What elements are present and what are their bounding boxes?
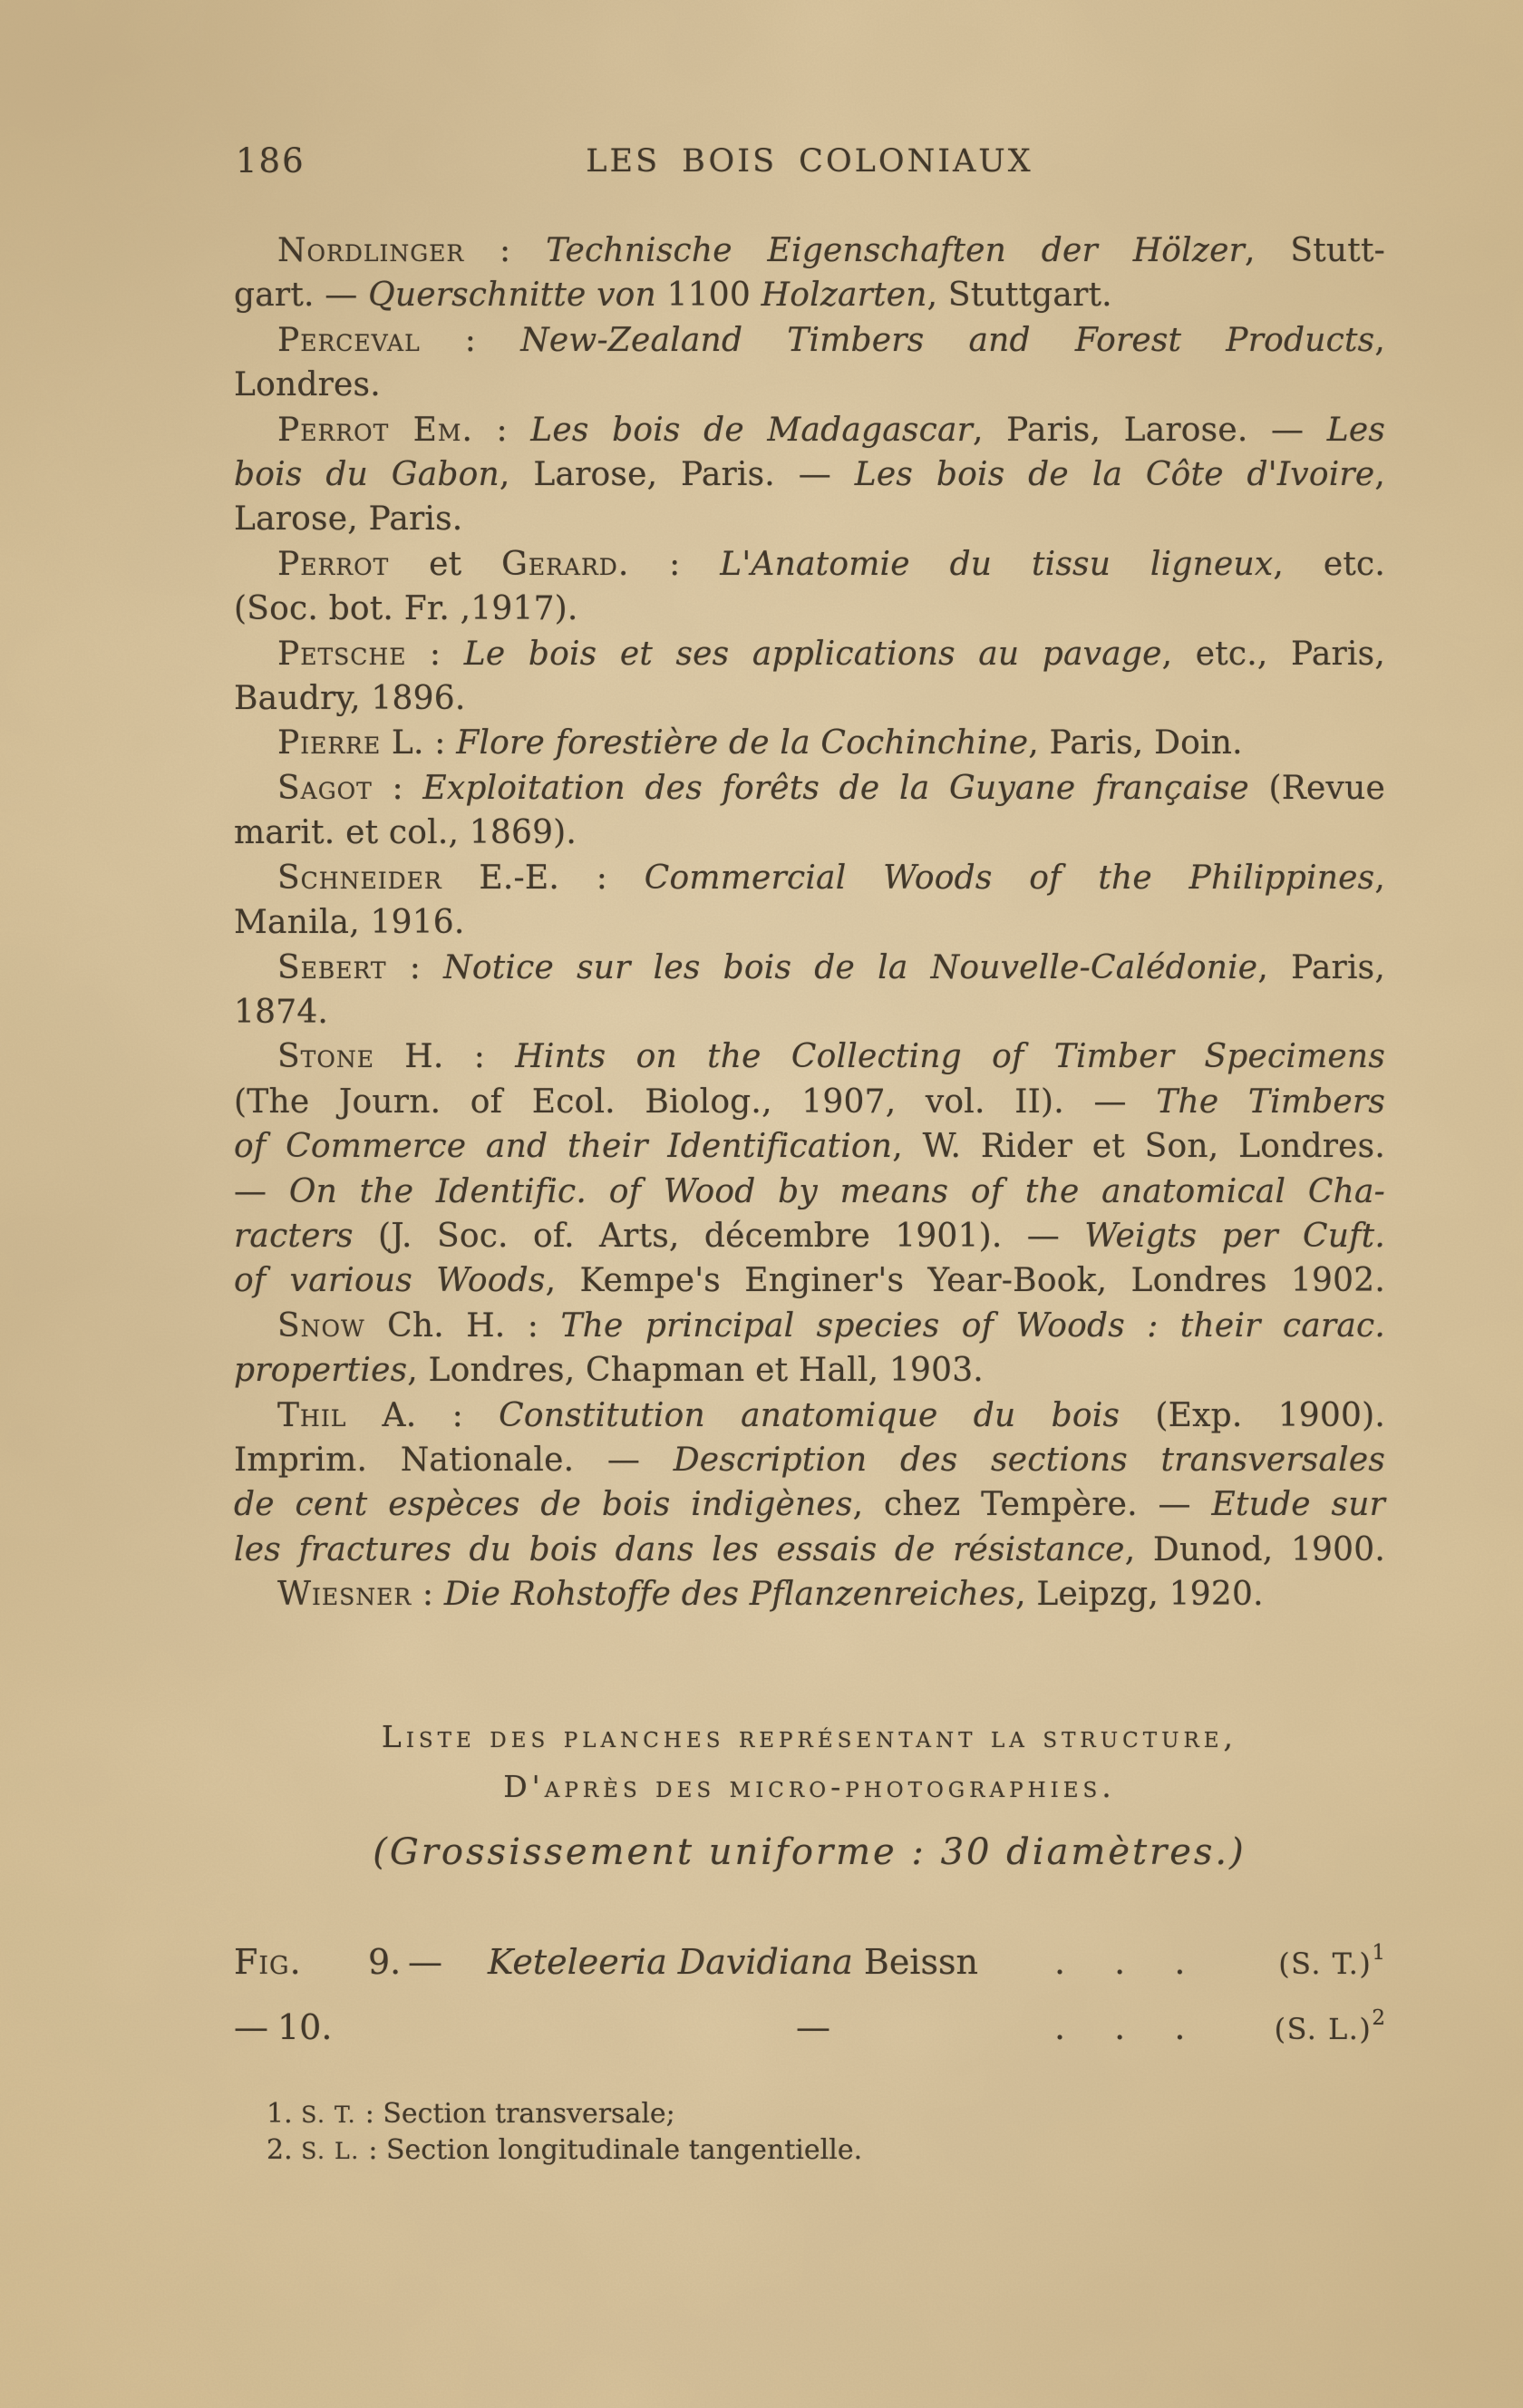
page-header xyxy=(234,141,1385,190)
bibliography-line xyxy=(234,228,1385,273)
text-segment: et xyxy=(389,545,502,583)
text-segment: Manila, 1916. xyxy=(234,904,465,942)
text-segment: Constitution anatomique du bois xyxy=(499,1396,1120,1434)
bibliography-line xyxy=(234,408,1385,452)
footnote-line xyxy=(267,2096,1373,2132)
figure-number: 10. xyxy=(277,2007,333,2047)
bibliography-line xyxy=(234,1482,1385,1527)
text-segment: Die Rohstoffe des Pflanzenreiches xyxy=(443,1576,1016,1614)
text-segment: , Dunod, 1900. xyxy=(1124,1530,1385,1568)
footnotes xyxy=(267,2096,1373,2169)
bibliography-line xyxy=(234,990,1385,1034)
text-segment: : xyxy=(472,411,531,449)
text-segment: Larose, Paris. xyxy=(234,500,463,539)
text-segment: Londres. xyxy=(234,366,381,404)
figure-number: 9. xyxy=(368,1942,402,1982)
text-segment: On the Identific. of Wood by means of the anatomical Cha- xyxy=(288,1172,1386,1210)
bibliography-line xyxy=(234,587,1385,631)
text-segment: bois du Gabon xyxy=(234,456,500,494)
figure-list xyxy=(234,1942,1385,2073)
text-segment: Holzarten xyxy=(761,277,927,315)
text-segment: Pierre xyxy=(277,724,382,762)
footnote-reference-superscript: 1 xyxy=(1372,1941,1385,1965)
text-segment: , xyxy=(1374,321,1385,359)
text-segment: Description des sections transversales xyxy=(673,1441,1385,1479)
section-abbreviation: (S. L.) xyxy=(1274,2012,1373,2046)
text-segment: (Exp. 1900). xyxy=(1120,1396,1386,1434)
bibliography-line xyxy=(234,1170,1385,1214)
bibliography-line xyxy=(234,811,1385,855)
text-segment: : xyxy=(420,321,521,359)
species-name: Keteleeria Davidiana xyxy=(488,1942,853,1982)
figure-row xyxy=(234,1942,1385,2007)
dot-leaders: . . . xyxy=(1054,1942,1186,1982)
text-segment: S. T. xyxy=(301,2102,357,2128)
plates-heading-line2: D'après des micro-photographies. xyxy=(503,1769,1116,1804)
text-segment: Wiesner xyxy=(277,1576,412,1614)
text-segment: The Timbers xyxy=(1156,1083,1386,1121)
bibliography-line xyxy=(234,452,1385,497)
bibliography-line xyxy=(234,363,1385,407)
bibliography-line xyxy=(234,1034,1385,1079)
section-abbreviation: (S. T.) xyxy=(1278,1947,1373,1981)
text-segment: : xyxy=(464,232,547,269)
footnote-line xyxy=(267,2132,1373,2169)
text-segment: Technische Eigenschaften der Hölzer xyxy=(546,232,1245,269)
text-segment: 1100 xyxy=(666,277,762,315)
footnote-reference-superscript: 2 xyxy=(1372,2006,1385,2030)
text-segment: 1874. xyxy=(234,993,329,1031)
magnification-note: (Grossissement uniforme : 30 diamètres.) xyxy=(373,1831,1247,1873)
text-segment: (The Journ. of Ecol. Biolog., 1907, vol. II). — xyxy=(234,1083,1157,1121)
text-segment: , Paris, xyxy=(1257,948,1385,986)
species-author: Beissn xyxy=(852,1942,978,1982)
text-segment: Gerard. xyxy=(501,545,630,583)
bibliography-line xyxy=(234,1258,1385,1303)
text-segment: Weigts per Cuft. xyxy=(1084,1217,1385,1255)
text-segment: E.-E. : xyxy=(441,859,645,897)
text-segment: (Soc. bot. Fr. ,1917). xyxy=(234,590,578,628)
bibliography-line xyxy=(234,1214,1385,1258)
text-segment: Baudry, 1896. xyxy=(234,680,466,718)
text-segment: , etc., Paris, xyxy=(1161,635,1385,673)
text-segment: : xyxy=(629,545,721,583)
text-segment: 1. xyxy=(267,2098,302,2130)
text-segment: : xyxy=(406,635,464,673)
bibliography-line xyxy=(234,721,1385,765)
figure-species-title xyxy=(488,1942,978,1982)
text-segment: Flore forestière de la Cochinchine xyxy=(456,724,1029,762)
text-segment: H. : xyxy=(373,1038,516,1076)
bibliography-line xyxy=(234,1124,1385,1169)
bibliography-line xyxy=(234,273,1385,317)
text-segment: , Paris, Larose. — xyxy=(973,411,1327,449)
text-segment: Exploitation des forêts de la Guyane française xyxy=(422,769,1249,807)
bibliography-line xyxy=(234,766,1385,811)
bibliography-line xyxy=(234,1080,1385,1124)
text-segment: les fractures du bois dans les essais de résistance xyxy=(234,1530,1125,1568)
figure-ditto-dash: — xyxy=(234,2007,268,2047)
text-segment: Les xyxy=(1326,411,1386,449)
text-segment: New-Zealand Timbers and Forest Products xyxy=(520,321,1375,359)
text-segment: Hints on the Collecting of Timber Specimens xyxy=(515,1038,1385,1076)
figure-row xyxy=(234,2007,1385,2073)
bibliography-line xyxy=(234,1528,1385,1572)
bibliography-line xyxy=(234,1304,1385,1348)
text-segment: Nordlinger xyxy=(277,232,465,269)
plates-heading-line1: Liste des planches représentant la structure, xyxy=(381,1719,1238,1754)
text-segment: racters xyxy=(234,1217,354,1255)
text-segment: Stone xyxy=(277,1038,374,1076)
running-title: LES BOIS COLONIAUX xyxy=(586,143,1033,180)
bibliography-line xyxy=(234,632,1385,676)
text-segment: properties xyxy=(234,1352,408,1390)
text-segment: : xyxy=(412,1576,444,1614)
text-segment: Schneider xyxy=(277,859,442,897)
text-segment: , etc. xyxy=(1273,545,1385,583)
text-segment: Notice sur les bois de la Nouvelle-Calédonie xyxy=(443,948,1258,986)
text-segment: , Leipzg, 1920. xyxy=(1015,1576,1264,1614)
dot-leaders: . . . xyxy=(1054,2007,1186,2047)
text-segment: Thil xyxy=(277,1396,347,1434)
text-segment: Ch. H. : xyxy=(364,1306,561,1345)
text-segment: , Paris, Doin. xyxy=(1028,724,1243,762)
text-segment: — xyxy=(234,1172,289,1210)
bibliography-line xyxy=(234,676,1385,721)
em-dash: — xyxy=(408,1942,442,1982)
text-segment: Perrot Em. xyxy=(277,411,473,449)
bibliography-line xyxy=(234,1393,1385,1438)
bibliography-line xyxy=(234,497,1385,541)
figure-section-ref xyxy=(1278,1942,1385,1982)
text-segment: , Larose, Paris. — xyxy=(499,456,855,494)
bibliography-line xyxy=(234,900,1385,945)
text-segment: , xyxy=(1374,456,1385,494)
text-segment: : xyxy=(386,948,444,986)
text-segment: Commercial Woods of the Philippines xyxy=(644,859,1375,897)
text-segment: Perrot xyxy=(277,545,390,583)
text-segment: Perceval xyxy=(277,321,421,359)
text-segment: of Commerce and their Identification xyxy=(234,1128,893,1166)
text-segment: (Revue xyxy=(1248,769,1385,807)
text-segment: Petsche xyxy=(277,635,407,673)
bibliography-line xyxy=(234,856,1385,900)
text-segment: Sebert xyxy=(277,948,387,986)
text-segment: Le bois et ses applications au pavage xyxy=(463,635,1162,673)
text-segment: gart. — xyxy=(234,277,369,315)
text-segment: 2. xyxy=(267,2134,302,2166)
text-segment: of various Woods xyxy=(234,1262,546,1300)
text-segment: L. : xyxy=(381,724,457,762)
text-segment: Querschnitte von xyxy=(368,277,667,315)
bibliography-line xyxy=(234,1572,1385,1617)
bibliography-line xyxy=(234,1348,1385,1393)
text-segment: , Stutt- xyxy=(1244,232,1385,269)
bibliography-line xyxy=(234,946,1385,990)
species-ditto-dash: — xyxy=(796,2007,830,2047)
text-segment: , Stuttgart. xyxy=(926,277,1112,315)
text-segment: Les bois de Madagascar xyxy=(530,411,974,449)
text-segment: : xyxy=(372,769,423,807)
text-segment: L'Anatomie du tissu ligneux xyxy=(720,545,1274,583)
text-segment: , chez Tempère. — xyxy=(852,1486,1212,1524)
text-segment: Imprim. Nationale. — xyxy=(234,1441,674,1479)
text-segment: , Londres, Chapman et Hall, 1903. xyxy=(407,1352,984,1390)
text-segment: , W. Rider et Son, Londres. xyxy=(892,1128,1385,1166)
figure-label: Fig. xyxy=(234,1942,302,1982)
figure-section-ref xyxy=(1275,2007,1385,2047)
text-segment: (J. Soc. of. Arts, décembre 1901). — xyxy=(353,1217,1085,1255)
text-segment: de cent espèces de bois indigènes xyxy=(234,1486,853,1524)
text-segment: marit. et col., 1869). xyxy=(234,814,577,852)
text-segment: Etude sur xyxy=(1211,1486,1385,1524)
text-segment: S. L. xyxy=(301,2138,360,2164)
bibliography-line xyxy=(234,1438,1385,1482)
text-segment: : Section transversale; xyxy=(356,2098,675,2130)
bibliography xyxy=(234,228,1385,1617)
text-segment: , Kempe's Enginer's Year-Book, Londres 1902. xyxy=(545,1262,1385,1300)
text-segment: The principal species of Woods : their carac. xyxy=(560,1306,1386,1345)
text-segment: Snow xyxy=(277,1306,365,1345)
text-segment: Les bois de la Côte d'Ivoire xyxy=(854,456,1375,494)
text-segment: : Section longitudinale tangentielle. xyxy=(359,2134,863,2166)
page-number: 186 xyxy=(236,141,306,180)
bibliography-line xyxy=(234,318,1385,363)
text-segment: Sagot xyxy=(277,769,373,807)
bibliography-line xyxy=(234,542,1385,587)
text-segment: , xyxy=(1374,859,1385,897)
text-segment: A. : xyxy=(346,1396,500,1434)
